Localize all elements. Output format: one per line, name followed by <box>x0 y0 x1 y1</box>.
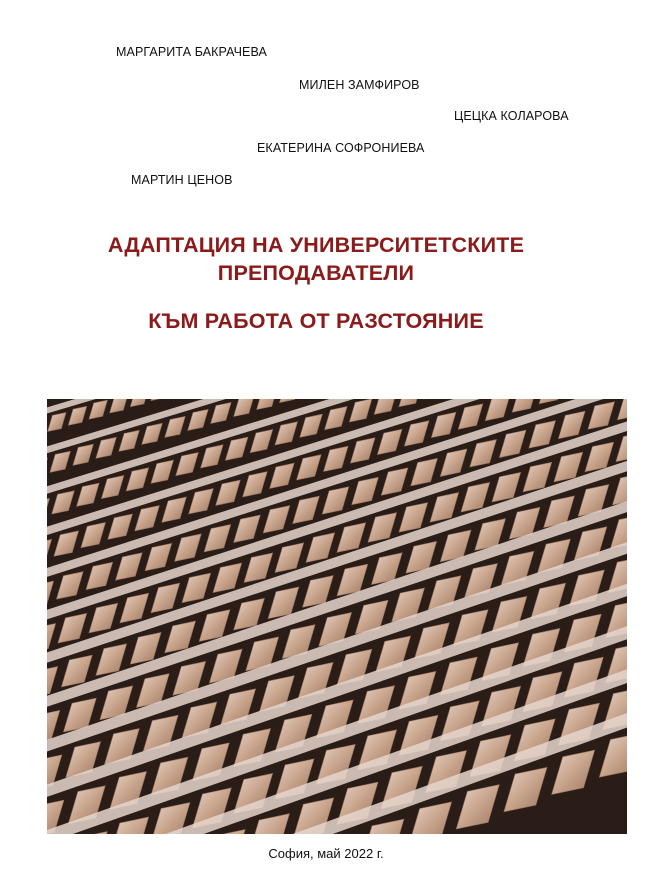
footer-place-date: София, май 2022 г. <box>268 846 384 861</box>
title-line-3: КЪМ РАБОТА ОТ РАЗСТОЯНИЕ <box>148 309 484 333</box>
lecture-hall-seats-image <box>47 399 627 834</box>
author-5: МАРТИН ЦЕНОВ <box>131 173 233 187</box>
title-line-1: АДАПТАЦИЯ НА УНИВЕРСИТЕТСКИТЕ <box>107 233 525 257</box>
title-line-2: ПРЕПОДАВАТЕЛИ <box>217 261 415 285</box>
author-2: МИЛЕН ЗАМФИРОВ <box>299 78 420 92</box>
cover-image <box>47 399 627 834</box>
author-1: МАРГАРИТА БАКРАЧЕВА <box>116 45 267 59</box>
author-4: ЕКАТЕРИНА СОФРОНИЕВА <box>257 141 425 155</box>
author-3: ЦЕЦКА КОЛАРОВА <box>454 109 569 123</box>
